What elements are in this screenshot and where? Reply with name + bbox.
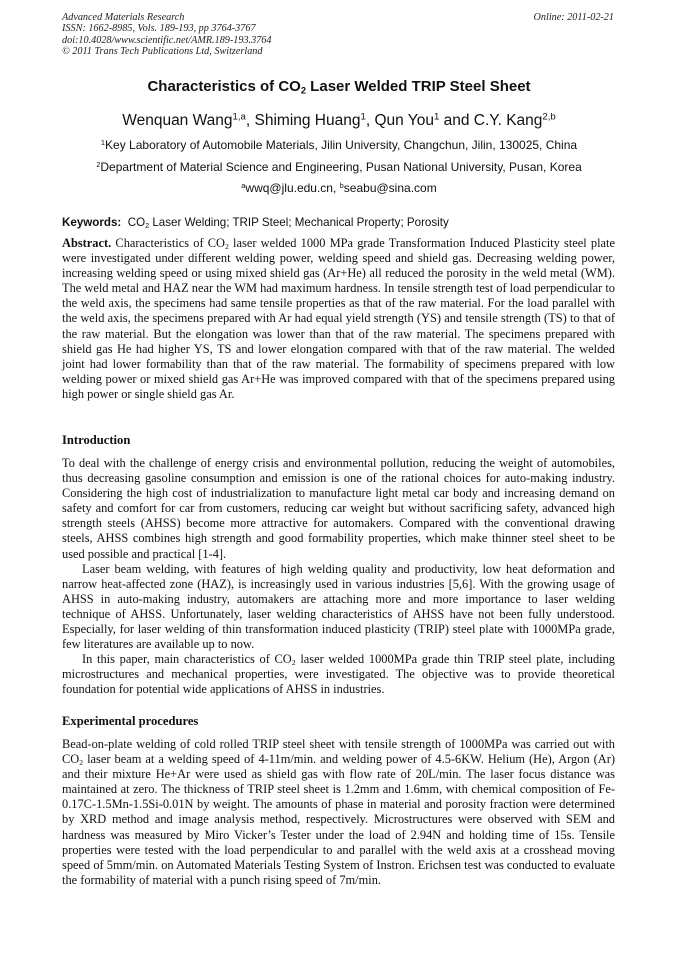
author-affiliation-mark: 1,a	[232, 111, 246, 123]
keywords-text-end: Laser Welding; TRIP Steel; Mechanical Property; Porosity	[149, 216, 449, 229]
exp-text-end: laser beam at a welding speed of 4-11m/min. and welding power of 4.5-6KW. Helium (He), Argon (Ar) and their mixture He+Ar were used as shield gas with flow rate of 20L/min. The laser focus distance was maintained at zero. The thickness of TRIP steel sheet is 1.2mm and 1.6mm, with chemical composition of Fe-0.17C-1.5Mn-1.5Si-0.01N by weight. The amounts of phase in material and porosity fraction were determined by XRD method and image analysis method, respectively. Microstructures were observed with SEM and hardness was measured by Miro Vicker’s Tester under the load of 2.94N and holding time of 15s. Tensile properties were tested with the load perpendicular to and parallel with the weld axis at a crosshead moving speed of 5mm/min. on Automated Materials Testing System of Instron. Erichsen test was conducted to evaluate the formability of material with a punch rising speed of 7m/min.	[62, 752, 615, 887]
abstract	[62, 236, 615, 402]
online-date: Online: 2011-02-21	[533, 12, 614, 23]
abstract-subscript: 2	[225, 241, 229, 251]
keywords	[62, 216, 622, 229]
keywords-label: Keywords:	[62, 216, 122, 229]
title-text: Characteristics of CO	[147, 78, 301, 95]
keywords-subscript: 2	[145, 220, 150, 230]
abstract-label: Abstract.	[62, 236, 112, 250]
intro-p3-text: In this paper, main characteristics of CO	[82, 652, 292, 667]
exp-subscript: 2	[79, 758, 84, 768]
experimental-body	[62, 737, 615, 888]
author-affiliation-mark: 1	[360, 111, 366, 123]
title-text-end: Laser Welded TRIP Steel Sheet	[306, 78, 531, 95]
author-emails	[0, 181, 678, 195]
title-subscript: 2	[300, 85, 307, 96]
introduction-body	[62, 456, 615, 698]
affiliation-text: Department of Material Science and Engineering, Pusan National University, Pusan, Korea	[100, 160, 582, 174]
author-name: Shiming Huang	[254, 112, 361, 129]
intro-paragraph-1: To deal with the challenge of energy crisis and environmental pollution, reducing the weight of automobiles, thus decreasing gasoline consumption and emission is one of the rational choices for auto-making industry. Considering the high cost of industrialization to manufacture light metal car body and increasing demand on safety and comfort for car from customers, reducing car weight but without sacrificing safety, advanced high strength steels (AHSS) become more attractive for automakers. Compared with the conventional drawing steels, AHSS combines high strength and good formability properties, which make thinner steel sheet to be used possible and practical [1-4].	[62, 456, 615, 561]
author-name: C.Y. Kang	[473, 112, 543, 129]
intro-paragraph-3	[62, 652, 615, 697]
author-separator: ,	[365, 112, 375, 129]
introduction-heading: Introduction	[62, 433, 131, 447]
affiliation-1	[0, 138, 678, 152]
copyright-line: © 2011 Trans Tech Publications Ltd, Switzerland	[62, 46, 263, 58]
author-list	[0, 112, 678, 130]
author-separator: ,	[245, 112, 255, 129]
author-affiliation-mark: 1	[433, 111, 440, 123]
author-name: Wenquan Wang	[122, 112, 233, 129]
experimental-paragraph	[62, 737, 615, 888]
journal-name: Advanced Materials Research	[62, 12, 185, 23]
author-separator: and	[439, 112, 474, 129]
experimental-heading: Experimental procedures	[62, 714, 199, 728]
abstract-text-end: laser welded 1000 MPa grade Transformation Induced Plasticity steel plate were investigated under different welding power, welding speed and shield gas. Decreasing welding power, increasing welding speed or using mixed shield gas (Ar+He) all reduced the porosity in the weld metal (WM). The weld metal and HAZ near the WM had maximum hardness. In tensile strength test of load perpendicular to the weld axis, the specimens had same tensile properties as that of the raw material. For the load parallel with the weld axis, the specimens prepared with Ar had equal yield strength (YS) and tensile strength (TS) to that of the raw material. But the elongation was lower than that of the raw material. The specimens prepared with shield gas He had higher YS, TS and lower elongation compared with that of the raw material. The welded joint had lower formability than that of the raw material. The formability of specimens prepared with low welding power or mixed shield gas Ar+He was improved compared with that of the specimens prepared using high power or single shield gas Ar.	[62, 236, 616, 401]
paper-title	[0, 78, 678, 95]
email-a: wwq@jlu.edu.cn,	[245, 181, 340, 195]
affiliation-number: 1	[100, 137, 106, 147]
exp-text: Bead-on-plate welding of cold rolled TRIP steel sheet with tensile strength of 1000MPa was carried out with CO	[62, 737, 615, 767]
affiliation-number: 2	[96, 159, 101, 169]
keywords-text: CO	[127, 216, 146, 229]
email-mark: a	[241, 180, 246, 190]
author-affiliation-mark: 2,b	[542, 111, 556, 123]
affiliation-2	[0, 160, 678, 174]
issn-line: ISSN: 1662-8985, Vols. 189-193, pp 3764-3767	[62, 23, 256, 35]
author-name: Qun You	[374, 112, 434, 129]
doi-line: doi:10.4028/www.scientific.net/AMR.189-193.3764	[62, 34, 272, 46]
email-b: seabu@sina.com	[343, 181, 437, 195]
journal-header	[62, 12, 271, 58]
intro-p3-subscript: 2	[291, 658, 296, 668]
intro-p3-text-end: laser welded 1000MPa grade thin TRIP steel plate, including microstructures and mechanical properties, were investigated. The objective was to provide theoretical foundation for potential wide applications of AHSS in industries.	[62, 652, 615, 697]
intro-paragraph-2: Laser beam welding, with features of high welding quality and productivity, low heat deformation and narrow heat-affected zone (HAZ), is increasingly used in various industries [5,6]. With the growing usage of AHSS in auto-making industry, automakers are attaching more and more importance to laser welding technique of AHSS. Unfortunately, laser welding characteristics of AHSS have not been fully understood. Especially, for laser welding of thin transformation induced plasticity (TRIP) steel plate with 1000MPa grade, few literatures are available up to now.	[62, 561, 615, 652]
abstract-text: Characteristics of CO	[111, 236, 225, 250]
email-mark: b	[339, 180, 344, 190]
affiliation-text: Key Laboratory of Automobile Materials, Jilin University, Changchun, Jilin, 130025, China	[105, 138, 578, 152]
